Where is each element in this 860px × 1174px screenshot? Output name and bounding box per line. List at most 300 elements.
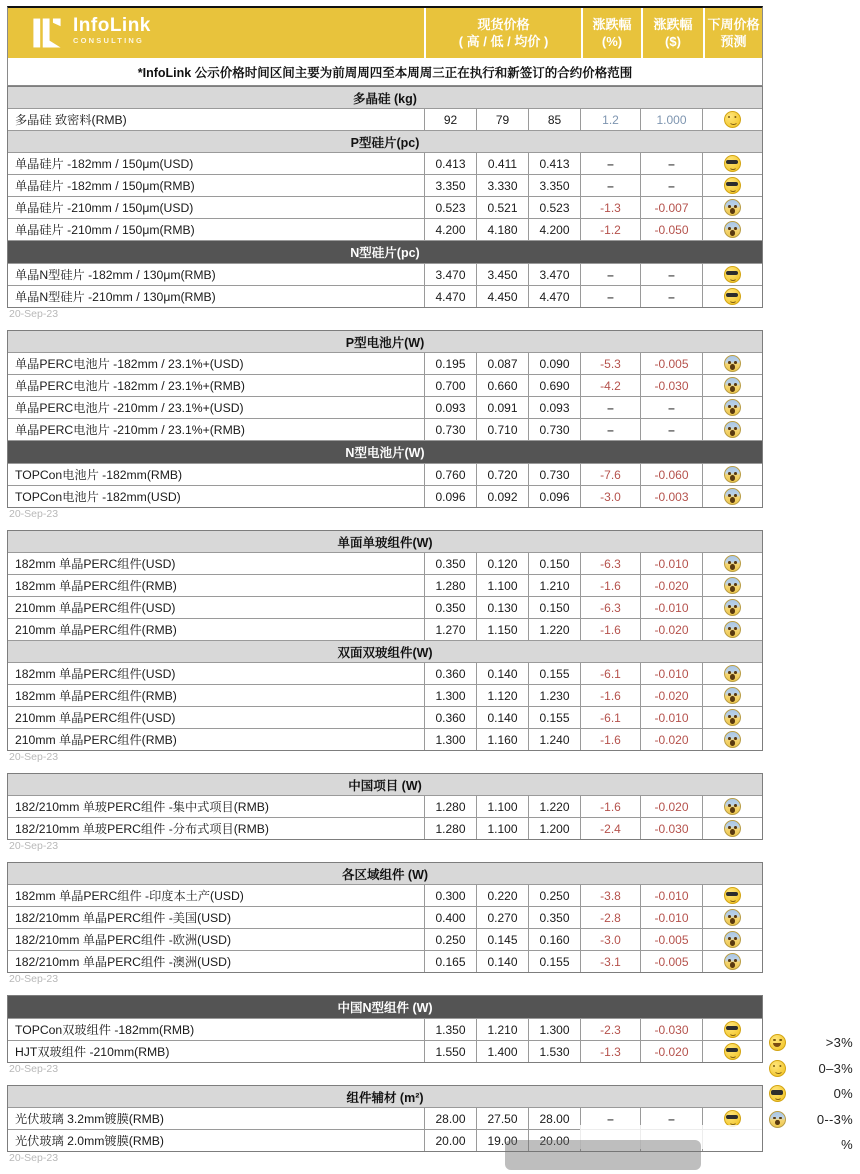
price-high-cell: 0.096 [424, 485, 476, 507]
cool-emoji-icon [724, 288, 741, 305]
forecast-cell [702, 884, 762, 906]
price-low-cell: 1.100 [476, 817, 528, 839]
price-table-block [7, 530, 763, 751]
price-low-cell: 0.220 [476, 884, 528, 906]
price-low-cell: 1.400 [476, 1040, 528, 1062]
forecast-cell [702, 684, 762, 706]
product-name: 182mm 单晶PERC组件(RMB) [8, 574, 424, 596]
change-pct-cell: – [580, 152, 640, 174]
change-usd-cell: -0.060 [640, 463, 702, 485]
change-pct-cell: -6.3 [580, 596, 640, 618]
price-high-cell: 92 [424, 108, 476, 130]
forecast-cell [702, 418, 762, 440]
table-row [8, 552, 762, 574]
change-usd-cell: -0.020 [640, 1040, 702, 1062]
forecast-cell [702, 285, 762, 307]
column-header-change-pct: 涨跌幅 (%) [581, 8, 641, 58]
price-high-cell: 1.280 [424, 817, 476, 839]
price-low-cell: 1.100 [476, 574, 528, 596]
table-row [8, 795, 762, 817]
price-low-cell: 1.210 [476, 1018, 528, 1040]
change-usd-cell: -0.030 [640, 817, 702, 839]
price-avg-cell: 3.350 [528, 174, 580, 196]
table-row [8, 418, 762, 440]
change-pct-cell: – [580, 396, 640, 418]
price-low-cell: 79 [476, 108, 528, 130]
change-pct-cell: -3.0 [580, 928, 640, 950]
price-high-cell: 1.350 [424, 1018, 476, 1040]
price-avg-cell: 1.230 [528, 684, 580, 706]
product-name: 单晶PERC电池片 -210mm / 23.1%+(USD) [8, 396, 424, 418]
price-avg-cell: 0.155 [528, 662, 580, 684]
date-label: 20-Sep-23 [9, 973, 59, 985]
legend-item [763, 1030, 856, 1056]
section-header: N型电池片(W) [8, 440, 762, 463]
forecast-cell [702, 817, 762, 839]
price-table-block [7, 995, 763, 1063]
legend-label: 0% [833, 1086, 853, 1102]
date-label: 20-Sep-23 [9, 1152, 59, 1164]
price-high-cell: 0.250 [424, 928, 476, 950]
scream-emoji-icon [724, 377, 741, 394]
change-pct-cell: 1.2 [580, 108, 640, 130]
cool-emoji-icon [769, 1085, 786, 1102]
change-pct-cell: -2.3 [580, 1018, 640, 1040]
price-avg-cell: 1.530 [528, 1040, 580, 1062]
change-pct-cell: – [580, 1107, 640, 1129]
block-gap [7, 520, 763, 530]
price-high-cell: 1.280 [424, 795, 476, 817]
table-row [8, 574, 762, 596]
price-low-cell: 0.091 [476, 396, 528, 418]
price-avg-cell: 1.200 [528, 817, 580, 839]
price-low-cell: 19.00 [476, 1129, 528, 1151]
price-high-cell: 0.700 [424, 374, 476, 396]
change-pct-cell: -1.6 [580, 684, 640, 706]
section-header: 中国项目 (W) [8, 774, 762, 795]
forecast-cell [702, 1040, 762, 1062]
change-usd-cell: -0.010 [640, 706, 702, 728]
product-name: 单晶PERC电池片 -182mm / 23.1%+(USD) [8, 352, 424, 374]
scream-emoji-icon [724, 221, 741, 238]
forecast-cell [702, 174, 762, 196]
product-name: 182mm 单晶PERC组件 -印度本土产(USD) [8, 884, 424, 906]
price-avg-cell: 0.413 [528, 152, 580, 174]
forecast-cell [702, 574, 762, 596]
date-label: 20-Sep-23 [9, 1063, 59, 1075]
scream-emoji-icon [724, 599, 741, 616]
price-low-cell: 0.411 [476, 152, 528, 174]
price-low-cell: 0.087 [476, 352, 528, 374]
price-high-cell: 3.350 [424, 174, 476, 196]
change-pct-cell: -3.8 [580, 884, 640, 906]
forecast-cell [702, 263, 762, 285]
change-pct-cell: -1.3 [580, 1040, 640, 1062]
price-high-cell: 4.470 [424, 285, 476, 307]
table-row [8, 396, 762, 418]
price-low-cell: 0.720 [476, 463, 528, 485]
column-header-spot-price: 现货价格 ( 高 / 低 / 均价 ) [424, 8, 581, 58]
scream-emoji-icon [724, 421, 741, 438]
price-high-cell: 4.200 [424, 218, 476, 240]
price-avg-cell: 0.523 [528, 196, 580, 218]
forecast-cell [702, 596, 762, 618]
section-header: P型电池片(W) [8, 331, 762, 352]
smile-emoji-icon [769, 1060, 786, 1077]
price-high-cell: 28.00 [424, 1107, 476, 1129]
change-usd-cell: -0.020 [640, 728, 702, 750]
price-high-cell: 1.550 [424, 1040, 476, 1062]
change-usd-cell: 1.000 [640, 108, 702, 130]
product-name: 单晶PERC电池片 -210mm / 23.1%+(RMB) [8, 418, 424, 440]
table-row [8, 950, 762, 972]
product-name: 单晶硅片 -210mm / 150μm(USD) [8, 196, 424, 218]
table-row [8, 463, 762, 485]
price-avg-cell: 0.150 [528, 552, 580, 574]
price-high-cell: 0.350 [424, 596, 476, 618]
product-name: 182/210mm 单晶PERC组件 -澳洲(USD) [8, 950, 424, 972]
price-low-cell: 1.150 [476, 618, 528, 640]
table-row [8, 1040, 762, 1062]
block-gap [7, 852, 763, 862]
section-header: 多晶硅 (kg) [8, 87, 762, 108]
block-gap [7, 320, 763, 330]
scream-emoji-icon [724, 731, 741, 748]
product-name: 182mm 单晶PERC组件(RMB) [8, 684, 424, 706]
change-pct-cell: – [580, 263, 640, 285]
price-avg-cell: 20.00 [528, 1129, 580, 1151]
scream-emoji-icon [724, 488, 741, 505]
price-avg-cell: 0.093 [528, 396, 580, 418]
change-usd-cell: -0.020 [640, 795, 702, 817]
product-name: 210mm 单晶PERC组件(USD) [8, 706, 424, 728]
scream-emoji-icon [724, 355, 741, 372]
table-row [8, 684, 762, 706]
price-low-cell: 1.120 [476, 684, 528, 706]
change-usd-cell: – [640, 418, 702, 440]
forecast-cell [702, 706, 762, 728]
scream-emoji-icon [724, 909, 741, 926]
forecast-cell [702, 618, 762, 640]
price-avg-cell: 0.150 [528, 596, 580, 618]
scream-emoji-icon [724, 555, 741, 572]
change-usd-cell: -0.010 [640, 662, 702, 684]
price-avg-cell: 0.730 [528, 463, 580, 485]
product-name: 单晶硅片 -182mm / 150μm(RMB) [8, 174, 424, 196]
section-header: 组件辅材 (m²) [8, 1086, 762, 1107]
table-row [8, 618, 762, 640]
table-row [8, 196, 762, 218]
change-usd-cell: -0.003 [640, 485, 702, 507]
forecast-cell [702, 108, 762, 130]
product-name: 210mm 单晶PERC组件(RMB) [8, 618, 424, 640]
change-pct-cell: -6.1 [580, 706, 640, 728]
price-high-cell: 20.00 [424, 1129, 476, 1151]
change-usd-cell: – [640, 152, 702, 174]
scream-emoji-icon [724, 931, 741, 948]
price-low-cell: 3.330 [476, 174, 528, 196]
legend-label: 0--3% [816, 1111, 853, 1127]
change-usd-cell: -0.010 [640, 552, 702, 574]
product-name: 单晶硅片 -182mm / 150μm(USD) [8, 152, 424, 174]
product-name: 多晶硅 致密料(RMB) [8, 108, 424, 130]
change-usd-cell: -0.020 [640, 574, 702, 596]
change-pct-cell: -4.2 [580, 374, 640, 396]
price-avg-cell: 0.160 [528, 928, 580, 950]
change-usd-cell: -0.020 [640, 684, 702, 706]
section-header: 双面双玻组件(W) [8, 640, 762, 662]
forecast-cell [702, 218, 762, 240]
column-header-change-usd: 涨跌幅 ($) [641, 8, 703, 58]
grin-emoji-icon [769, 1034, 786, 1051]
section-header: P型硅片(pc) [8, 130, 762, 152]
scream-emoji-icon [724, 399, 741, 416]
price-high-cell: 1.300 [424, 728, 476, 750]
price-avg-cell: 1.210 [528, 574, 580, 596]
price-avg-cell: 1.220 [528, 795, 580, 817]
date-label: 20-Sep-23 [9, 751, 59, 763]
price-low-cell: 0.092 [476, 485, 528, 507]
scream-emoji-icon [724, 621, 741, 638]
price-avg-cell: 28.00 [528, 1107, 580, 1129]
change-pct-cell: -6.3 [580, 552, 640, 574]
product-name: TOPCon电池片 -182mm(RMB) [8, 463, 424, 485]
table-row [8, 374, 762, 396]
change-pct-cell: -1.3 [580, 196, 640, 218]
cool-emoji-icon [724, 1043, 741, 1060]
change-usd-cell: – [640, 285, 702, 307]
price-avg-cell: 1.300 [528, 1018, 580, 1040]
product-name: HJT双玻组件 -210mm(RMB) [8, 1040, 424, 1062]
forecast-cell [702, 463, 762, 485]
cool-emoji-icon [724, 266, 741, 283]
price-avg-cell: 3.470 [528, 263, 580, 285]
price-high-cell: 0.165 [424, 950, 476, 972]
product-name: 单晶N型硅片 -210mm / 130μm(RMB) [8, 285, 424, 307]
scream-emoji-icon [724, 466, 741, 483]
product-name: TOPCon双玻组件 -182mm(RMB) [8, 1018, 424, 1040]
price-table-block [7, 773, 763, 840]
table-row [8, 706, 762, 728]
smile-emoji-icon [724, 111, 741, 128]
forecast-cell [702, 928, 762, 950]
price-avg-cell: 85 [528, 108, 580, 130]
section-header: 中国N型组件 (W) [8, 996, 762, 1018]
change-pct-cell: -7.6 [580, 463, 640, 485]
price-avg-cell: 0.690 [528, 374, 580, 396]
scream-emoji-icon [769, 1111, 786, 1128]
price-low-cell: 4.180 [476, 218, 528, 240]
table-row [8, 596, 762, 618]
date-label: 20-Sep-23 [9, 308, 59, 320]
forecast-cell [702, 485, 762, 507]
forecast-cell [702, 374, 762, 396]
legend-item [763, 1081, 856, 1107]
table-row [8, 108, 762, 130]
price-avg-cell: 0.250 [528, 884, 580, 906]
change-usd-cell: – [640, 263, 702, 285]
forecast-cell [702, 906, 762, 928]
section-header: 各区域组件 (W) [8, 863, 762, 884]
table-row [8, 728, 762, 750]
change-usd-cell: -0.010 [640, 906, 702, 928]
table-row [8, 263, 762, 285]
product-name: 光伏玻璃 2.0mm镀膜(RMB) [8, 1129, 424, 1151]
price-avg-cell: 0.350 [528, 906, 580, 928]
price-low-cell: 0.521 [476, 196, 528, 218]
price-period-note: *InfoLink 公示价格时间区间主要为前周周四至本周周三正在执行和新签订的合约价格范围 [7, 58, 763, 86]
price-low-cell: 0.710 [476, 418, 528, 440]
change-usd-cell: -0.050 [640, 218, 702, 240]
price-low-cell: 0.270 [476, 906, 528, 928]
change-pct-cell: -6.1 [580, 662, 640, 684]
price-table-block [7, 862, 763, 973]
scream-emoji-icon [724, 199, 741, 216]
change-usd-cell: -0.010 [640, 884, 702, 906]
forecast-cell [702, 552, 762, 574]
change-pct-cell: -1.6 [580, 618, 640, 640]
price-low-cell: 3.450 [476, 263, 528, 285]
price-low-cell: 1.160 [476, 728, 528, 750]
price-avg-cell: 4.470 [528, 285, 580, 307]
price-low-cell: 0.140 [476, 662, 528, 684]
change-usd-cell: -0.020 [640, 618, 702, 640]
price-low-cell: 0.140 [476, 706, 528, 728]
price-high-cell: 0.730 [424, 418, 476, 440]
scream-emoji-icon [724, 798, 741, 815]
legend-item [763, 1107, 856, 1133]
product-name: 光伏玻璃 3.2mm镀膜(RMB) [8, 1107, 424, 1129]
price-high-cell: 0.400 [424, 906, 476, 928]
scream-emoji-icon [724, 577, 741, 594]
product-name: 单晶N型硅片 -182mm / 130μm(RMB) [8, 263, 424, 285]
price-avg-cell: 0.155 [528, 950, 580, 972]
price-high-cell: 0.195 [424, 352, 476, 374]
table-row [8, 285, 762, 307]
forecast-cell [702, 396, 762, 418]
product-name: 182/210mm 单玻PERC组件 -分布式项目(RMB) [8, 817, 424, 839]
price-low-cell: 4.450 [476, 285, 528, 307]
forecast-cell [702, 1018, 762, 1040]
price-high-cell: 1.280 [424, 574, 476, 596]
price-high-cell: 0.350 [424, 552, 476, 574]
cool-emoji-icon [724, 887, 741, 904]
forecast-cell [702, 196, 762, 218]
forecast-cell [702, 662, 762, 684]
product-name: 182/210mm 单玻PERC组件 -集中式项目(RMB) [8, 795, 424, 817]
watermark-wash-legend [763, 1130, 823, 1156]
cool-emoji-icon [724, 177, 741, 194]
price-avg-cell: 0.090 [528, 352, 580, 374]
change-pct-cell: -1.6 [580, 728, 640, 750]
table-row [8, 485, 762, 507]
forecast-cell [702, 152, 762, 174]
scream-emoji-icon [724, 820, 741, 837]
forecast-cell [702, 795, 762, 817]
change-usd-cell: – [640, 174, 702, 196]
price-table-block [7, 330, 763, 508]
price-table [7, 6, 763, 1174]
change-usd-cell: -0.030 [640, 374, 702, 396]
price-table-block [7, 86, 763, 308]
forecast-cell [702, 352, 762, 374]
table-row [8, 906, 762, 928]
watermark [505, 1140, 701, 1170]
product-name: TOPCon电池片 -182mm(USD) [8, 485, 424, 507]
change-pct-cell: – [580, 174, 640, 196]
product-name: 182/210mm 单晶PERC组件 -美国(USD) [8, 906, 424, 928]
product-name: 182mm 单晶PERC组件(USD) [8, 552, 424, 574]
product-name: 210mm 单晶PERC组件(RMB) [8, 728, 424, 750]
scream-emoji-icon [724, 665, 741, 682]
date-label: 20-Sep-23 [9, 508, 59, 520]
price-low-cell: 0.145 [476, 928, 528, 950]
forecast-cell [702, 728, 762, 750]
price-high-cell: 0.760 [424, 463, 476, 485]
legend-label: >3% [825, 1035, 853, 1051]
change-usd-cell: – [640, 396, 702, 418]
change-usd-cell: -0.030 [640, 1018, 702, 1040]
block-gap [7, 763, 763, 773]
change-usd-cell: -0.005 [640, 352, 702, 374]
change-usd-cell: -0.005 [640, 950, 702, 972]
table-row [8, 218, 762, 240]
price-high-cell: 1.270 [424, 618, 476, 640]
product-name: 210mm 单晶PERC组件(USD) [8, 596, 424, 618]
logo-subtext: CONSULTING [73, 36, 145, 45]
change-usd-cell: -0.007 [640, 196, 702, 218]
change-usd-cell: -0.005 [640, 928, 702, 950]
price-avg-cell: 0.155 [528, 706, 580, 728]
change-pct-cell: -3.0 [580, 485, 640, 507]
price-high-cell: 0.413 [424, 152, 476, 174]
scream-emoji-icon [724, 687, 741, 704]
change-pct-cell: -1.6 [580, 574, 640, 596]
price-high-cell: 0.360 [424, 706, 476, 728]
change-pct-cell: -3.1 [580, 950, 640, 972]
legend-label: 0–3% [818, 1060, 853, 1076]
product-name: 单晶PERC电池片 -182mm / 23.1%+(RMB) [8, 374, 424, 396]
table-row [8, 817, 762, 839]
table-row [8, 1018, 762, 1040]
date-label: 20-Sep-23 [9, 840, 59, 852]
column-header-forecast: 下周价格 预测 [703, 8, 762, 58]
legend-label: % [841, 1137, 853, 1153]
product-name: 单晶硅片 -210mm / 150μm(RMB) [8, 218, 424, 240]
table-blocks [7, 86, 763, 1174]
price-low-cell: 0.660 [476, 374, 528, 396]
table-row [8, 174, 762, 196]
block-gap [7, 1075, 763, 1085]
scream-emoji-icon [724, 953, 741, 970]
change-pct-cell: – [580, 418, 640, 440]
price-high-cell: 3.470 [424, 263, 476, 285]
price-high-cell: 0.360 [424, 662, 476, 684]
price-low-cell: 27.50 [476, 1107, 528, 1129]
price-high-cell: 1.300 [424, 684, 476, 706]
logo-cell [8, 8, 424, 58]
cool-emoji-icon [724, 155, 741, 172]
price-high-cell: 0.093 [424, 396, 476, 418]
price-low-cell: 0.120 [476, 552, 528, 574]
change-pct-cell: – [580, 285, 640, 307]
logo-text: InfoLink [73, 15, 151, 36]
product-name: 182/210mm 单晶PERC组件 -欧洲(USD) [8, 928, 424, 950]
change-pct-cell: -1.6 [580, 795, 640, 817]
section-header: 单面单玻组件(W) [8, 531, 762, 552]
price-high-cell: 0.300 [424, 884, 476, 906]
price-avg-cell: 0.730 [528, 418, 580, 440]
